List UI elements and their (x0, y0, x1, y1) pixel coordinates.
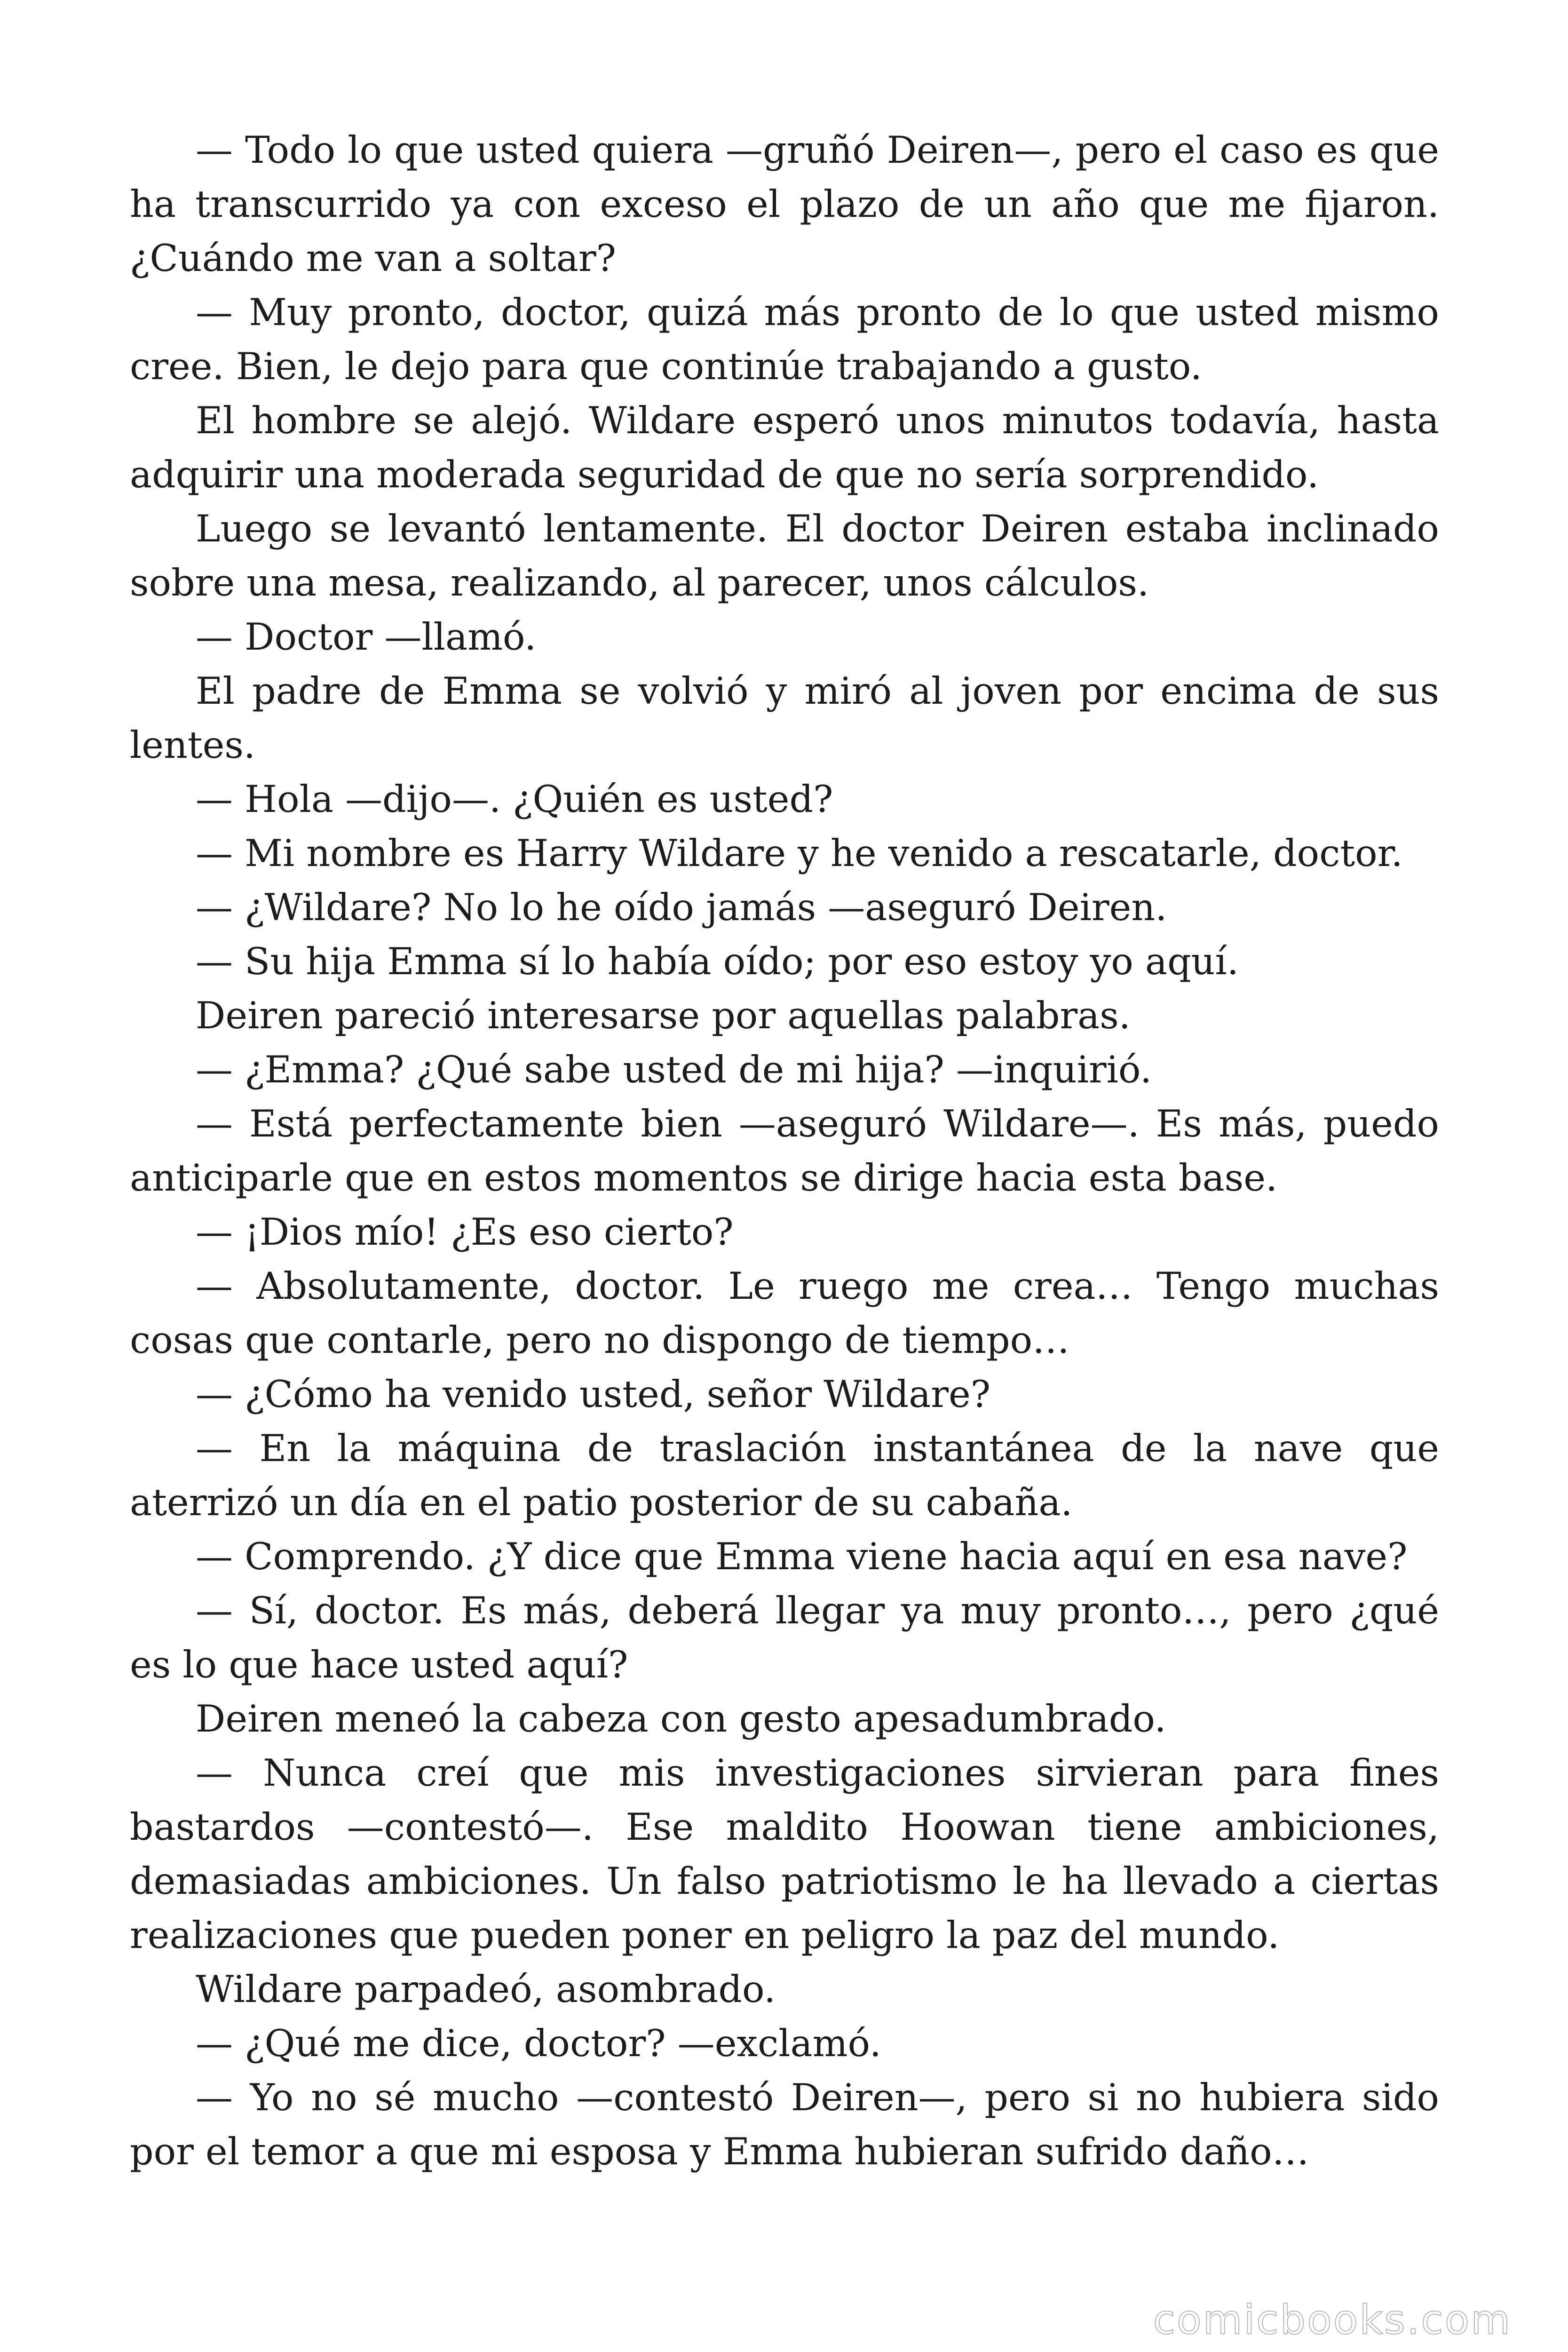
paragraph: — Yo no sé mucho —contestó Deiren—, pero si no hubiera sido por el temor a que mi esposa y Emma hubieran sufrido daño… (130, 2076, 1439, 2173)
paragraph: — Hola —dijo—. ¿Quién es usted? (196, 778, 833, 821)
paragraph: Deiren meneó la cabeza con gesto apesadumbrado. (196, 1697, 1166, 1740)
paragraph: — Comprendo. ¿Y dice que Emma viene hacia aquí en esa nave? (196, 1535, 1408, 1578)
paragraph: — Sí, doctor. Es más, deberá llegar ya muy pronto…, pero ¿qué es lo que hace usted aquí? (130, 1589, 1439, 1686)
paragraph: — ¿Qué me dice, doctor? —exclamó. (196, 2022, 881, 2065)
paragraph: — ¿Wildare? No lo he oído jamás —aseguró Deiren. (196, 886, 1167, 929)
paragraph: — En la máquina de traslación instantánea de la nave que aterrizó un día en el patio posterior de su cabaña. (130, 1427, 1439, 1524)
paragraph: — ¿Emma? ¿Qué sabe usted de mi hija? —inquirió. (196, 1048, 1152, 1091)
watermark: comicbooks.com (1153, 2296, 1512, 2344)
paragraph: — Mi nombre es Harry Wildare y he venido a rescatarle, doctor. (196, 832, 1403, 875)
paragraph: — Doctor —llamó. (196, 615, 537, 659)
paragraph: — ¿Cómo ha venido usted, señor Wildare? (196, 1373, 991, 1416)
paragraph: Deiren pareció interesarse por aquellas palabras. (196, 994, 1131, 1037)
page-text (130, 123, 1439, 2179)
paragraph: — Nunca creí que mis investigaciones sirvieran para fines bastardos —contestó—. Ese maldito Hoowan tiene ambiciones, demasiadas ambiciones. Un falso patriotismo le ha llevado a ciertas realizaciones que pueden poner en peligro la paz del mundo. (130, 1751, 1439, 1957)
paragraph: Luego se levantó lentamente. El doctor Deiren estaba inclinado sobre una mesa, realizando, al parecer, unos cálculos. (130, 507, 1439, 604)
paragraph: — Muy pronto, doctor, quizá más pronto de lo que usted mismo cree. Bien, le dejo para que continúe trabajando a gusto. (130, 291, 1439, 388)
paragraph: — Absolutamente, doctor. Le ruego me crea… Tengo muchas cosas que contarle, pero no dispongo de tiempo… (130, 1264, 1439, 1362)
paragraph: — Está perfectamente bien —aseguró Wildare—. Es más, puedo anticiparle que en estos momentos se dirige hacia esta base. (130, 1102, 1439, 1200)
paragraph: El hombre se alejó. Wildare esperó unos minutos todavía, hasta adquirir una moderada seguridad de que no sería sorprendido. (130, 399, 1439, 496)
paragraph: El padre de Emma se volvió y miró al joven por encima de sus lentes. (130, 669, 1439, 767)
paragraph: — Su hija Emma sí lo había oído; por eso estoy yo aquí. (196, 940, 1239, 983)
paragraph: Wildare parpadeó, asombrado. (196, 1968, 776, 2011)
paragraph: — Todo lo que usted quiera —gruñó Deiren—, pero el caso es que ha transcurrido ya con exceso el plazo de un año que me fijaron. ¿Cuándo me van a soltar? (130, 128, 1439, 280)
paragraph: — ¡Dios mío! ¿Es eso cierto? (196, 1210, 734, 1254)
